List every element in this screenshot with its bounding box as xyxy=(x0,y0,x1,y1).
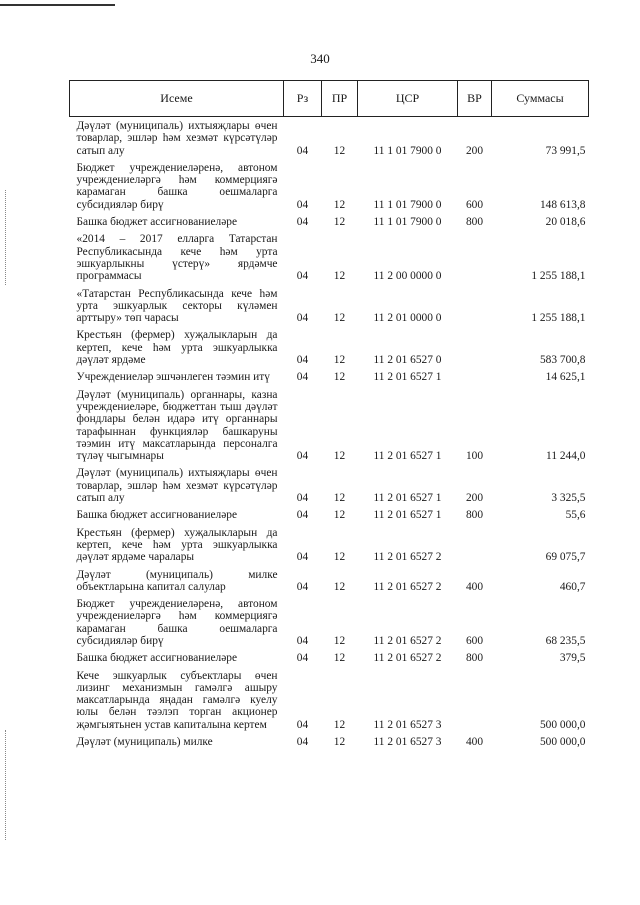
row-name-cell: Башка бюджет ассигнованиеләре xyxy=(76,216,238,229)
row-vr-cell xyxy=(458,230,492,284)
row-name-cell: Бюджет учреждениеләренә, автоном учреждениеләргә һәм коммерциягә карамаган башка оешмаларга субсидияләр бирү xyxy=(76,161,278,211)
row-csr-cell: 11 2 01 6527 1 xyxy=(373,371,442,384)
row-rz-cell: 04 xyxy=(296,312,309,325)
row-pr-cell: 12 xyxy=(333,144,346,157)
table-row xyxy=(70,524,589,566)
table-row xyxy=(70,230,589,284)
row-rz-cell: 04 xyxy=(296,144,309,157)
row-sum-cell: 148 613,8 xyxy=(539,198,586,211)
table-row xyxy=(70,733,589,750)
header-rz: Рз xyxy=(284,81,322,117)
margin-dotted-line-upper xyxy=(5,190,6,285)
header-vr: ВР xyxy=(458,81,492,117)
row-pr-cell: 12 xyxy=(333,580,346,593)
table-row xyxy=(70,117,589,159)
row-csr-cell: 11 2 01 6527 3 xyxy=(373,718,442,731)
header-csr: ЦСР xyxy=(358,81,458,117)
row-rz-cell: 04 xyxy=(296,216,309,229)
row-sum-cell: 1 255 188,1 xyxy=(531,312,586,325)
row-csr-cell: 11 2 01 6527 2 xyxy=(373,580,442,593)
row-vr-cell xyxy=(458,524,492,566)
row-vr-cell: 600 xyxy=(465,198,484,211)
row-vr-cell: 200 xyxy=(465,144,484,157)
row-vr-cell xyxy=(458,667,492,733)
table-row xyxy=(70,506,589,523)
row-csr-cell: 11 2 00 0000 0 xyxy=(373,270,442,283)
row-rz-cell: 04 xyxy=(296,509,309,522)
row-vr-cell: 400 xyxy=(465,580,484,593)
row-pr-cell: 12 xyxy=(333,718,346,731)
row-name-cell: «Татарстан Республикасында кече һәм урта эшкуарлык секторы күләмен арттыру» төп чарасы xyxy=(76,287,278,325)
row-sum-cell: 583 700,8 xyxy=(539,354,586,367)
row-vr-cell: 600 xyxy=(465,634,484,647)
row-rz-cell: 04 xyxy=(296,198,309,211)
row-csr-cell: 11 1 01 7900 0 xyxy=(373,144,442,157)
table-row xyxy=(70,159,589,213)
row-csr-cell: 11 1 01 7900 0 xyxy=(373,198,442,211)
row-rz-cell: 04 xyxy=(296,450,309,463)
row-sum-cell: 11 244,0 xyxy=(546,450,586,463)
row-rz-cell: 04 xyxy=(296,551,309,564)
row-rz-cell: 04 xyxy=(296,354,309,367)
row-name-cell: Дәүләт (муниципаль) ихтыяҗлары өчен товарлар, эшләр һәм хезмәт күрсәтүләр сатып алу xyxy=(76,120,278,157)
row-pr-cell: 12 xyxy=(333,270,346,283)
row-rz-cell: 04 xyxy=(296,634,309,647)
row-sum-cell: 20 018,6 xyxy=(545,216,586,229)
row-rz-cell: 04 xyxy=(296,736,309,749)
row-name-cell: Башка бюджет ассигнованиеләре xyxy=(76,509,238,522)
row-pr-cell: 12 xyxy=(333,450,346,463)
row-pr-cell: 12 xyxy=(333,216,346,229)
row-rz-cell: 04 xyxy=(296,371,309,384)
row-vr-cell: 800 xyxy=(465,652,484,665)
table-row xyxy=(70,285,589,327)
row-pr-cell: 12 xyxy=(333,652,346,665)
row-name-cell: Башка бюджет ассигнованиеләре xyxy=(76,652,238,665)
page-number: 340 xyxy=(310,51,330,66)
row-vr-cell: 800 xyxy=(465,216,484,229)
row-sum-cell: 3 325,5 xyxy=(551,492,586,505)
row-csr-cell: 11 1 01 7900 0 xyxy=(373,216,442,229)
row-name-cell: Учреждениеләр эшчәнлеген тәэмин итү xyxy=(76,371,270,384)
row-rz-cell: 04 xyxy=(296,580,309,593)
row-sum-cell: 460,7 xyxy=(559,580,586,593)
row-name-cell: «2014 – 2017 елларга Татарстан Республикасында кече һәм урта эшкуарлыкны үстерү» ярдәмче программасы xyxy=(76,233,278,283)
row-pr-cell: 12 xyxy=(333,354,346,367)
table-header-row xyxy=(70,81,589,117)
row-sum-cell: 69 075,7 xyxy=(545,551,586,564)
row-vr-cell: 800 xyxy=(465,509,484,522)
row-sum-cell: 379,5 xyxy=(559,652,586,665)
row-rz-cell: 04 xyxy=(296,652,309,665)
row-sum-cell: 500 000,0 xyxy=(539,736,586,749)
row-rz-cell: 04 xyxy=(296,718,309,731)
row-name-cell: Дәүләт (муниципаль) ихтыяҗлары өчен товарлар, эшләр һәм хезмәт күрсәтүләр сатып алу xyxy=(76,467,278,505)
row-csr-cell: 11 2 01 6527 1 xyxy=(373,450,442,463)
row-vr-cell xyxy=(458,326,492,368)
row-name-cell: Дәүләт (муниципаль) милке xyxy=(76,736,213,749)
row-vr-cell: 200 xyxy=(465,492,484,505)
table-body xyxy=(70,117,589,751)
row-name-cell: Крестьян (фермер) хуҗалыкларын да кертеп, кече һәм урта эшкуарлыкка дәүләт ярдәме чаралары xyxy=(76,526,278,564)
table-row xyxy=(70,464,589,506)
row-vr-cell: 100 xyxy=(465,450,484,463)
table-row xyxy=(70,566,589,596)
table-row xyxy=(70,649,589,666)
header-pr: ПР xyxy=(322,81,358,117)
row-vr-cell xyxy=(458,285,492,327)
row-csr-cell: 11 2 01 0000 0 xyxy=(373,312,442,325)
table-row xyxy=(70,667,589,733)
row-pr-cell: 12 xyxy=(333,371,346,384)
row-csr-cell: 11 2 01 6527 3 xyxy=(373,736,442,749)
top-rule xyxy=(0,4,115,6)
row-vr-cell: 400 xyxy=(465,736,484,749)
row-csr-cell: 11 2 01 6527 1 xyxy=(373,492,442,505)
table-row xyxy=(70,326,589,368)
row-name-cell: Дәүләт (муниципаль) органнары, казна учреждениеләре, бюджеттан тыш дәүләт фондлары белән идарә итү органнары тарафыннан функцияләр башкаруны тәэмин итү максатларында персоналга түләү чыгымнары xyxy=(76,388,278,463)
row-pr-cell: 12 xyxy=(333,509,346,522)
table-row xyxy=(70,595,589,649)
table-row xyxy=(70,386,589,465)
row-vr-cell xyxy=(458,368,492,385)
row-sum-cell: 500 000,0 xyxy=(539,718,586,731)
row-sum-cell: 73 991,5 xyxy=(545,144,586,157)
margin-dotted-line-lower xyxy=(5,730,6,840)
row-name-cell: Кече эшкуарлык субъектлары өчен лизинг механизмын гамәлгә ашыру максатларында яңадан гамәлгә куелу юлы белән тәэлэп торган акционер җәмгыятьнен устав капиталына кертем xyxy=(76,669,278,731)
row-csr-cell: 11 2 01 6527 2 xyxy=(373,634,442,647)
row-pr-cell: 12 xyxy=(333,634,346,647)
row-name-cell: Дәүләт (муниципаль) милке объектларына капитал салулар xyxy=(76,568,278,593)
row-csr-cell: 11 2 01 6527 2 xyxy=(373,652,442,665)
row-csr-cell: 11 2 01 6527 1 xyxy=(373,509,442,522)
row-rz-cell: 04 xyxy=(296,270,309,283)
budget-table xyxy=(69,80,589,750)
row-name-cell: Бюджет учреждениеләренә, автоном учреждениеләргә һәм коммерциягә карамаган башка оешмаларга субсидияләр бирү xyxy=(76,598,278,647)
row-pr-cell: 12 xyxy=(333,198,346,211)
table-row xyxy=(70,368,589,385)
row-pr-cell: 12 xyxy=(333,551,346,564)
row-csr-cell: 11 2 01 6527 0 xyxy=(373,354,442,367)
row-name-cell: Крестьян (фермер) хуҗалыкларын да кертеп, кече һәм урта эшкуарлыкка дәүләт ярдәме xyxy=(76,329,278,367)
row-sum-cell: 55,6 xyxy=(565,509,586,522)
row-csr-cell: 11 2 01 6527 2 xyxy=(373,551,442,564)
row-sum-cell: 14 625,1 xyxy=(545,371,586,384)
header-sum: Суммасы xyxy=(492,81,589,117)
row-rz-cell: 04 xyxy=(296,492,309,505)
row-pr-cell: 12 xyxy=(333,492,346,505)
row-sum-cell: 1 255 188,1 xyxy=(531,270,586,283)
row-pr-cell: 12 xyxy=(333,312,346,325)
header-name: Исеме xyxy=(70,81,284,117)
row-sum-cell: 68 235,5 xyxy=(545,634,586,647)
table-row xyxy=(70,213,589,230)
row-pr-cell: 12 xyxy=(333,736,346,749)
